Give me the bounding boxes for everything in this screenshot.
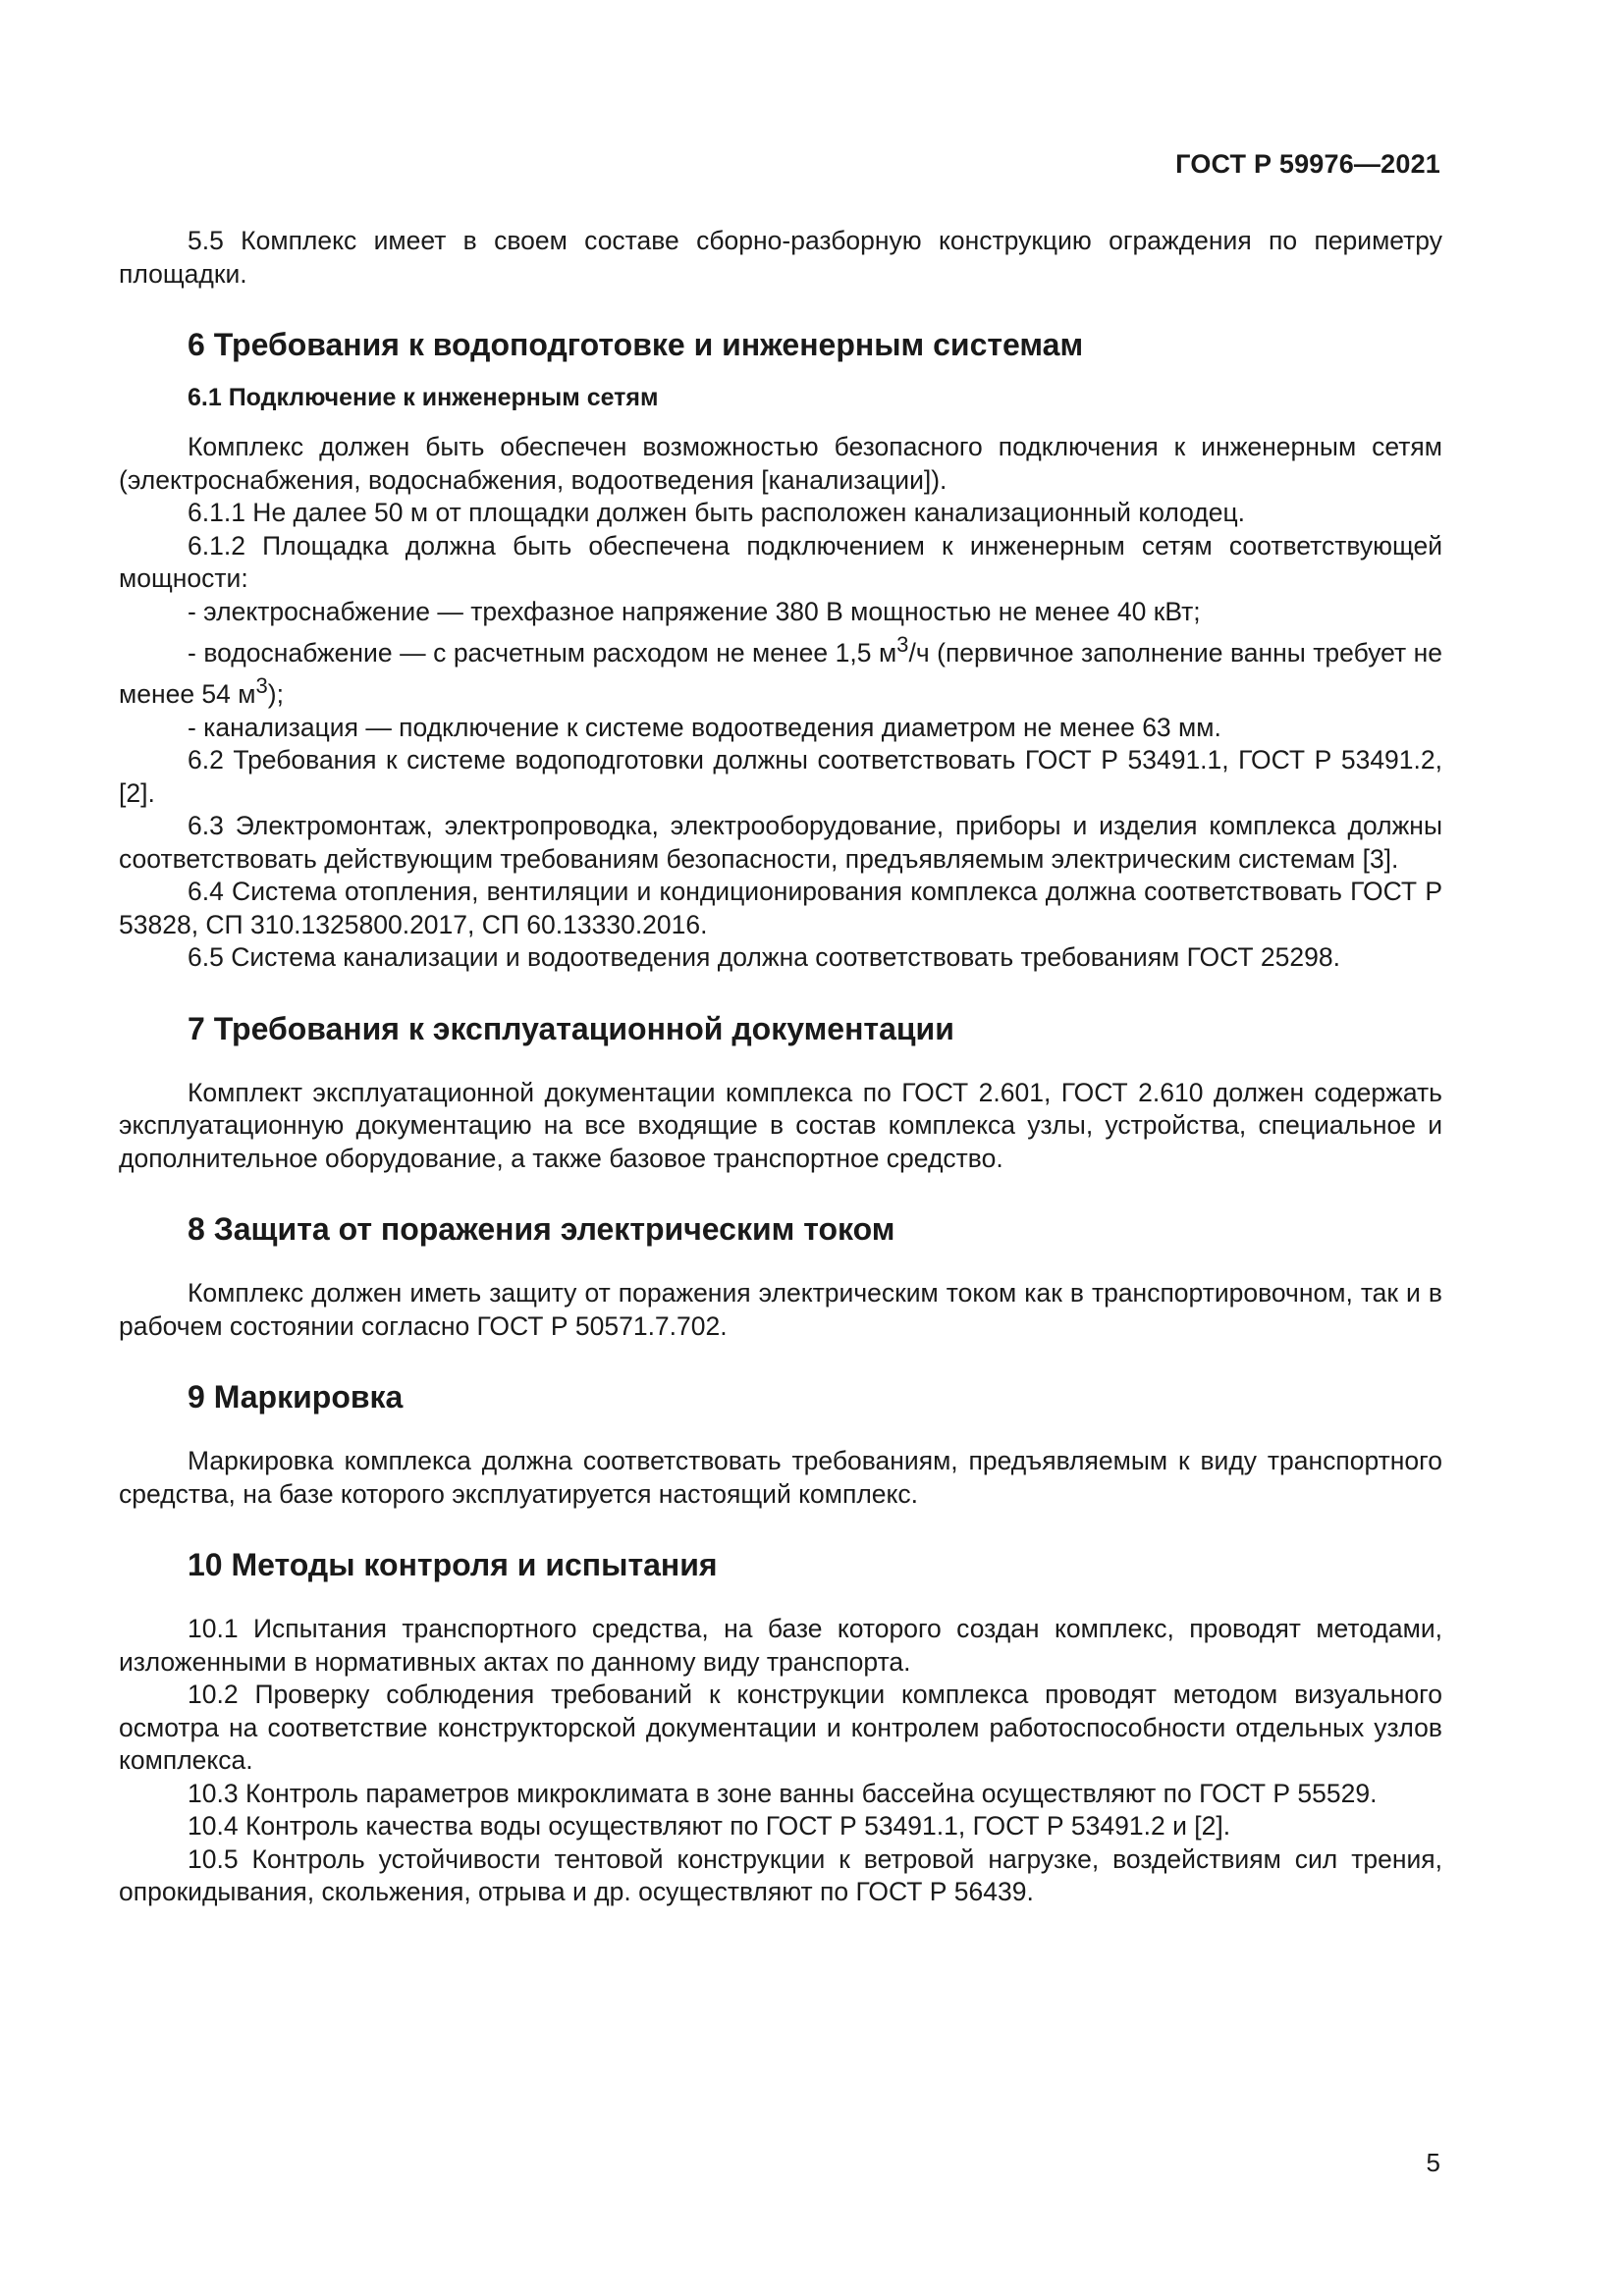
list-item-water-text-c: );: [267, 679, 284, 710]
section-6-heading: 6 Требования к водоподготовке и инженерным системам: [188, 327, 1084, 362]
list-item-water-text-a: - водоснабжение — с расчетным расходом не менее 1,5 м: [188, 637, 897, 667]
list-item-water-text-b: /ч (первичное заполнение ванны требует не менее 54 м: [119, 637, 1443, 710]
page-number: 5: [1426, 2148, 1440, 2177]
paragraph-10-4: 10.4 Контроль качества воды осуществляют по ГОСТ Р 53491.1, ГОСТ Р 53491.2 и [2].: [188, 1811, 1231, 1842]
paragraph-6-5: 6.5 Система канализации и водоотведения должна соответствовать требованиям ГОСТ 25298.: [188, 942, 1340, 973]
section-9-heading: 9 Маркировка: [188, 1379, 404, 1415]
list-item-water: [119, 628, 1442, 712]
paragraph-10-1: 10.1 Испытания транспортного средства, на базе которого создан комплекс, проводят методами, изложенными в нормативных актах по данному виду транспорта.: [119, 1614, 1442, 1677]
section-10-heading: 10 Методы контроля и испытания: [188, 1547, 718, 1583]
subsection-6-1-heading: 6.1 Подключение к инженерным сетям: [188, 384, 659, 411]
paragraph-8: Комплекс должен иметь защиту от поражения электрическим током как в транспортировочном, так и в рабочем состоянии согласно ГОСТ Р 50571.7.702.: [119, 1278, 1442, 1341]
paragraph-5-5: 5.5 Комплекс имеет в своем составе сборно-разборную конструкцию ограждения по периметру площадки.: [119, 226, 1442, 289]
list-item-power: - электроснабжение — трехфазное напряжение 380 В мощностью не менее 40 кВт;: [188, 596, 1201, 626]
paragraph-6-1-intro: Комплекс должен быть обеспечен возможностью безопасного подключения к инженерным сетям (электроснабжения, водоснабжения, водоотведения [канализации]).: [119, 432, 1442, 495]
paragraph-6-1-1: 6.1.1 Не далее 50 м от площадки должен быть расположен канализационный колодец.: [188, 498, 1246, 527]
paragraph-6-4: 6.4 Система отопления, вентиляции и кондиционирования комплекса должна соответствовать ГОСТ Р 53828, СП 310.1325800.2017, СП 60.13330.2016.: [119, 877, 1442, 939]
paragraph-6-1-2: 6.1.2 Площадка должна быть обеспечена подключением к инженерным сетям соответствующей мощности:: [119, 530, 1442, 593]
paragraph-6-3: 6.3 Электромонтаж, электропроводка, электрооборудование, приборы и изделия комплекса должны соответствовать действующим требованиям безопасности, предъявляемым электрическим системам [3].: [119, 811, 1442, 874]
list-item-sewer: - канализация — подключение к системе водоотведения диаметром не менее 63 мм.: [188, 712, 1221, 742]
document-code: ГОСТ Р 59976—2021: [1175, 149, 1440, 179]
paragraph-10-2: 10.2 Проверку соблюдения требований к конструкции комплекса проводят методом визуального осмотра на соответствие конструкторской документации и контролем работоспособности отдельных узлов комплекса.: [119, 1680, 1442, 1776]
paragraph-6-2: 6.2 Требования к системе водоподготовки должны соответствовать ГОСТ Р 53491.1, ГОСТ Р 53491.2, [2].: [119, 745, 1442, 808]
superscript-cube-1: 3: [896, 632, 909, 657]
paragraph-10-5: 10.5 Контроль устойчивости тентовой конструкции к ветровой нагрузке, воздействиям сил трения, опрокидывания, скольжения, отрыва и др. осуществляют по ГОСТ Р 56439.: [119, 1843, 1442, 1907]
paragraph-7: Комплект эксплуатационной документации комплекса по ГОСТ 2.601, ГОСТ 2.610 должен содержать эксплуатационную документацию на все входящие в состав комплекса узлы, устройства, специальное и дополнительное оборудование, а также базовое транспортное средство.: [119, 1077, 1442, 1173]
paragraph-10-3: 10.3 Контроль параметров микроклимата в зоне ванны бассейна осуществляют по ГОСТ Р 55529.: [188, 1778, 1378, 1808]
paragraph-9: Маркировка комплекса должна соответствовать требованиям, предъявляемым к виду транспортного средства, на базе которого эксплуатируется настоящий комплекс.: [119, 1446, 1442, 1509]
document-body: [119, 225, 1442, 1909]
superscript-cube-2: 3: [255, 673, 268, 699]
section-7-heading: 7 Требования к эксплуатационной документации: [188, 1010, 954, 1046]
section-8-heading: 8 Защита от поражения электрическим током: [188, 1211, 895, 1248]
